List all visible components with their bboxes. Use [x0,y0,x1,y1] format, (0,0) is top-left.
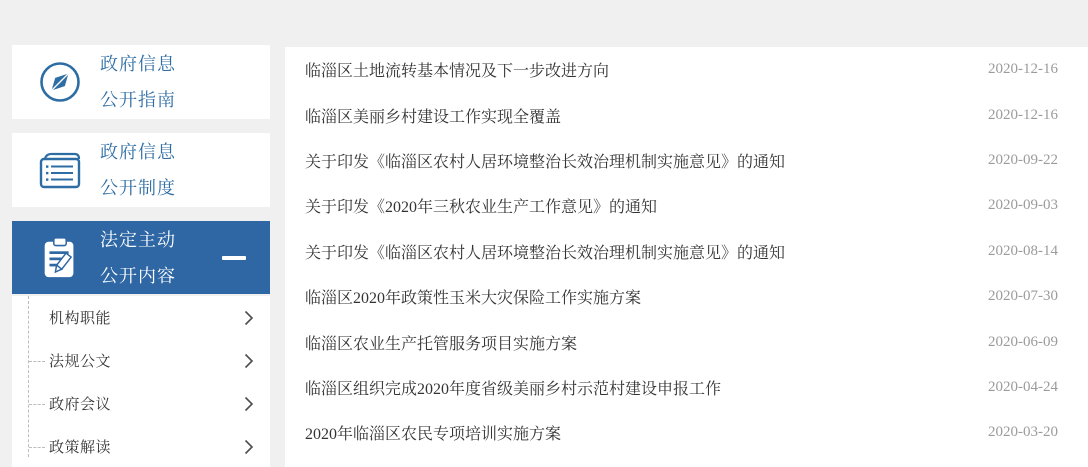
submenu-item-label: 政府会议 [49,397,112,413]
sidebar-item-disclosure-guide[interactable] [12,45,270,119]
notebook-icon [36,149,84,191]
compass-icon [36,60,84,104]
sidebar [12,45,270,467]
article-row [305,229,1058,274]
article-link[interactable]: 关于印发《临淄区农村人居环境整治长效治理机制实施意见》的通知 [305,244,786,262]
sidebar-item-label: 政府信息 公开指南 [100,54,176,110]
article-link[interactable]: 临淄区农业生产托管服务项目实施方案 [305,335,578,353]
article-row [305,92,1058,137]
chevron-right-icon [244,396,254,412]
sidebar-submenu [12,296,270,467]
article-date: 2020-03-20 [988,424,1058,441]
submenu-item-label: 法规公文 [49,354,112,370]
article-link[interactable]: 临淄区美丽乡村建设工作实现全覆盖 [305,108,562,126]
submenu-item-label: 机构职能 [49,311,112,327]
clipboard-pen-icon [36,235,84,281]
article-list [285,47,1088,467]
submenu-item-org-functions[interactable] [12,296,270,339]
article-row [305,138,1058,183]
submenu-item-policy-interpretation[interactable] [12,425,270,467]
article-row [305,365,1058,410]
minus-icon[interactable] [222,256,246,260]
article-link[interactable]: 临淄区土地流转基本情况及下一步改进方向 [305,63,610,81]
chevron-right-icon [244,353,254,369]
article-row [305,274,1058,319]
article-date: 2020-07-30 [988,288,1058,305]
sidebar-item-statutory-disclosure[interactable] [12,221,270,294]
article-row [305,319,1058,364]
article-link[interactable]: 临淄区2020年政策性玉米大灾保险工作实施方案 [305,290,642,308]
article-date: 2020-09-03 [988,197,1058,214]
article-date: 2020-12-16 [988,61,1058,78]
article-date: 2020-06-09 [988,333,1058,350]
submenu-item-gov-meetings[interactable] [12,382,270,425]
article-row [305,47,1058,92]
article-date: 2020-09-22 [988,151,1058,168]
article-link[interactable]: 关于印发《2020年三秋农业生产工作意见》的通知 [305,199,658,217]
chevron-right-icon [244,439,254,455]
submenu-item-label: 政策解读 [49,440,112,456]
article-row [305,183,1058,228]
article-date: 2020-04-24 [988,378,1058,395]
article-link[interactable]: 临淄区组织完成2020年度省级美丽乡村示范村建设申报工作 [305,380,722,398]
sidebar-item-label: 政府信息 公开制度 [100,142,176,198]
sidebar-item-label: 法定主动 公开内容 [100,229,176,286]
article-row [305,410,1058,455]
chevron-right-icon [244,310,254,326]
article-date: 2020-08-14 [988,242,1058,259]
article-link[interactable]: 2020年临淄区农民专项培训实施方案 [305,426,562,444]
sidebar-item-disclosure-system[interactable] [12,133,270,207]
article-date: 2020-12-16 [988,106,1058,123]
article-link[interactable]: 关于印发《临淄区农村人居环境整治长效治理机制实施意见》的通知 [305,153,786,171]
submenu-item-regulations[interactable] [12,339,270,382]
